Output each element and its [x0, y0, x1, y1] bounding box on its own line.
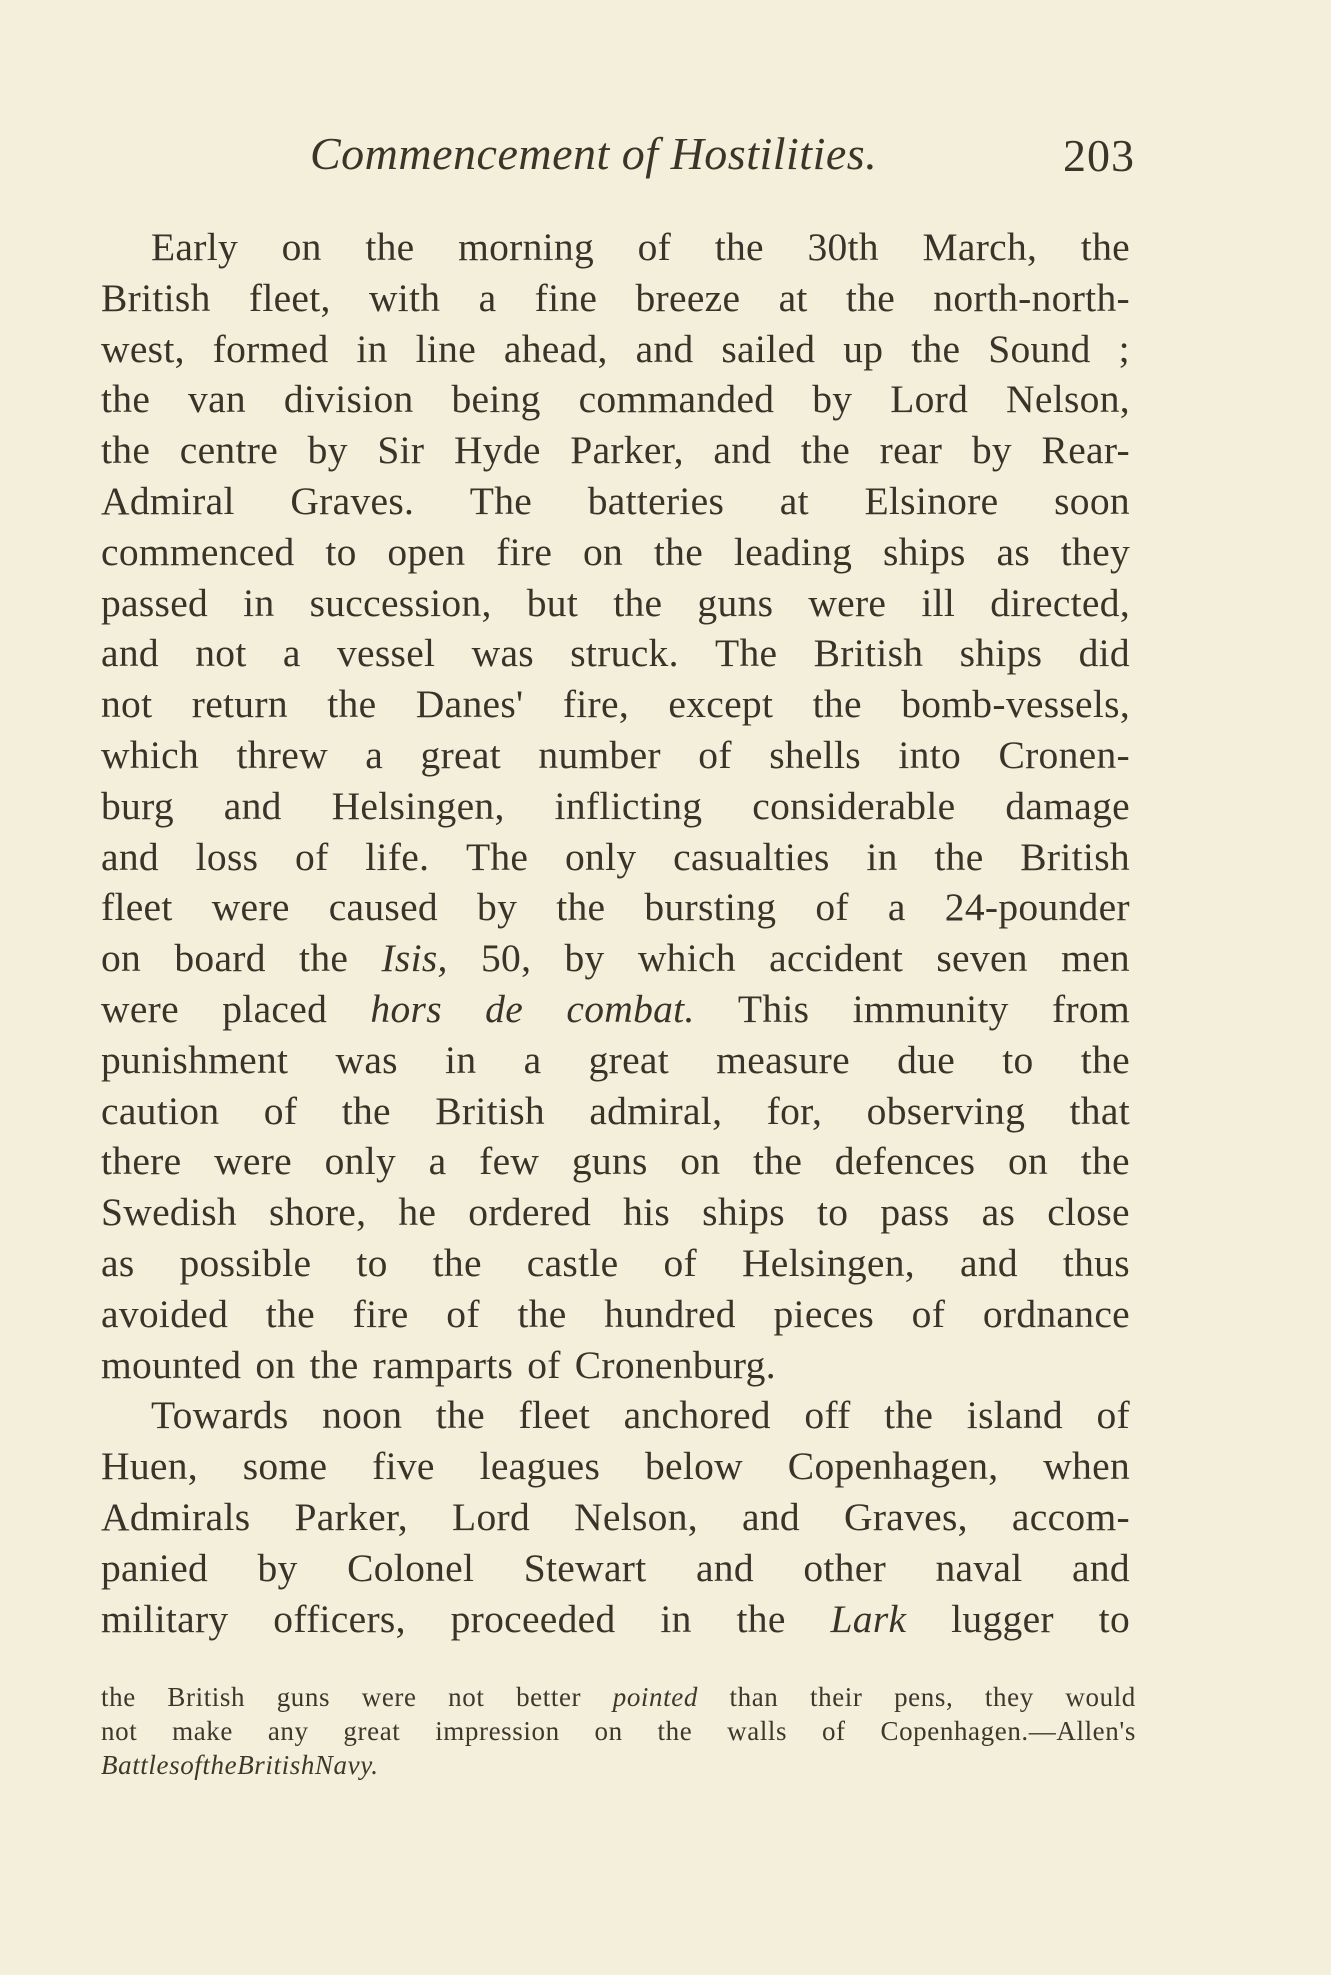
footnote [101, 1680, 1136, 1782]
text-line: punishment was in a great measure due to the [101, 1037, 1130, 1082]
text-line: avoided the fire of the hundred pieces of ordnance [101, 1291, 1130, 1336]
text-line: military officers, proceeded in the Lark lugger to [101, 1596, 1130, 1641]
text-line: the van division being commanded by Lord Nelson, [101, 377, 1130, 422]
running-head [310, 127, 1135, 197]
text-line: and not a vessel was struck. The British ships did [101, 631, 1130, 676]
page-number: 203 [1063, 130, 1135, 181]
text-line: Admirals Parker, Lord Nelson, and Graves, accom- [101, 1494, 1130, 1539]
text-line: Admiral Graves. The batteries at Elsinore soon [101, 478, 1130, 523]
text-line: passed in succession, but the guns were ill directed, [101, 580, 1130, 625]
text-line: panied by Colonel Stewart and other naval and [101, 1545, 1130, 1590]
text-line: which threw a great number of shells into Cronen- [101, 732, 1130, 777]
footnote-line: the British guns were not better pointed than their pens, they would [101, 1682, 1136, 1712]
text-line: west, formed in line ahead, and sailed up the Sound ; [101, 326, 1130, 371]
text-line: and loss of life. The only casualties in the British [101, 834, 1130, 879]
text-line: were placed hors de combat. This immunity from [101, 986, 1130, 1031]
text-line: caution of the British admiral, for, observing that [101, 1088, 1130, 1133]
text-line: British fleet, with a fine breeze at the north-north- [101, 275, 1130, 320]
text-line: burg and Helsingen, inflicting considerable damage [101, 783, 1130, 828]
footnote-line: Battles of the British Navy. [101, 1750, 379, 1780]
text-line: there were only a few guns on the defences on the [101, 1139, 1130, 1184]
text-line: Huen, some five leagues below Copenhagen, when [101, 1444, 1130, 1489]
text-line: Swedish shore, he ordered his ships to pass as close [101, 1190, 1130, 1235]
body-text [101, 222, 1130, 1644]
text-line: fleet were caused by the bursting of a 24-pounder [101, 885, 1130, 930]
text-line: mounted on the ramparts of Cronenburg. [101, 1342, 776, 1387]
text-line: as possible to the castle of Helsingen, and thus [101, 1240, 1130, 1285]
text-line: not return the Danes' fire, except the bomb-vessels, [101, 682, 1130, 727]
running-title: Commencement of Hostilities. [310, 128, 878, 179]
text-line: Early on the morning of the 30th March, the [151, 225, 1130, 269]
text-line: commenced to open fire on the leading ships as they [101, 529, 1130, 574]
text-line: the centre by Sir Hyde Parker, and the rear by Rear- [101, 428, 1130, 473]
footnote-line: not make any great impression on the walls of Copenhagen.—Allen's [101, 1716, 1136, 1746]
text-line: Towards noon the fleet anchored off the island of [151, 1393, 1130, 1438]
text-line: on board the Isis, 50, by which accident seven men [101, 936, 1130, 981]
